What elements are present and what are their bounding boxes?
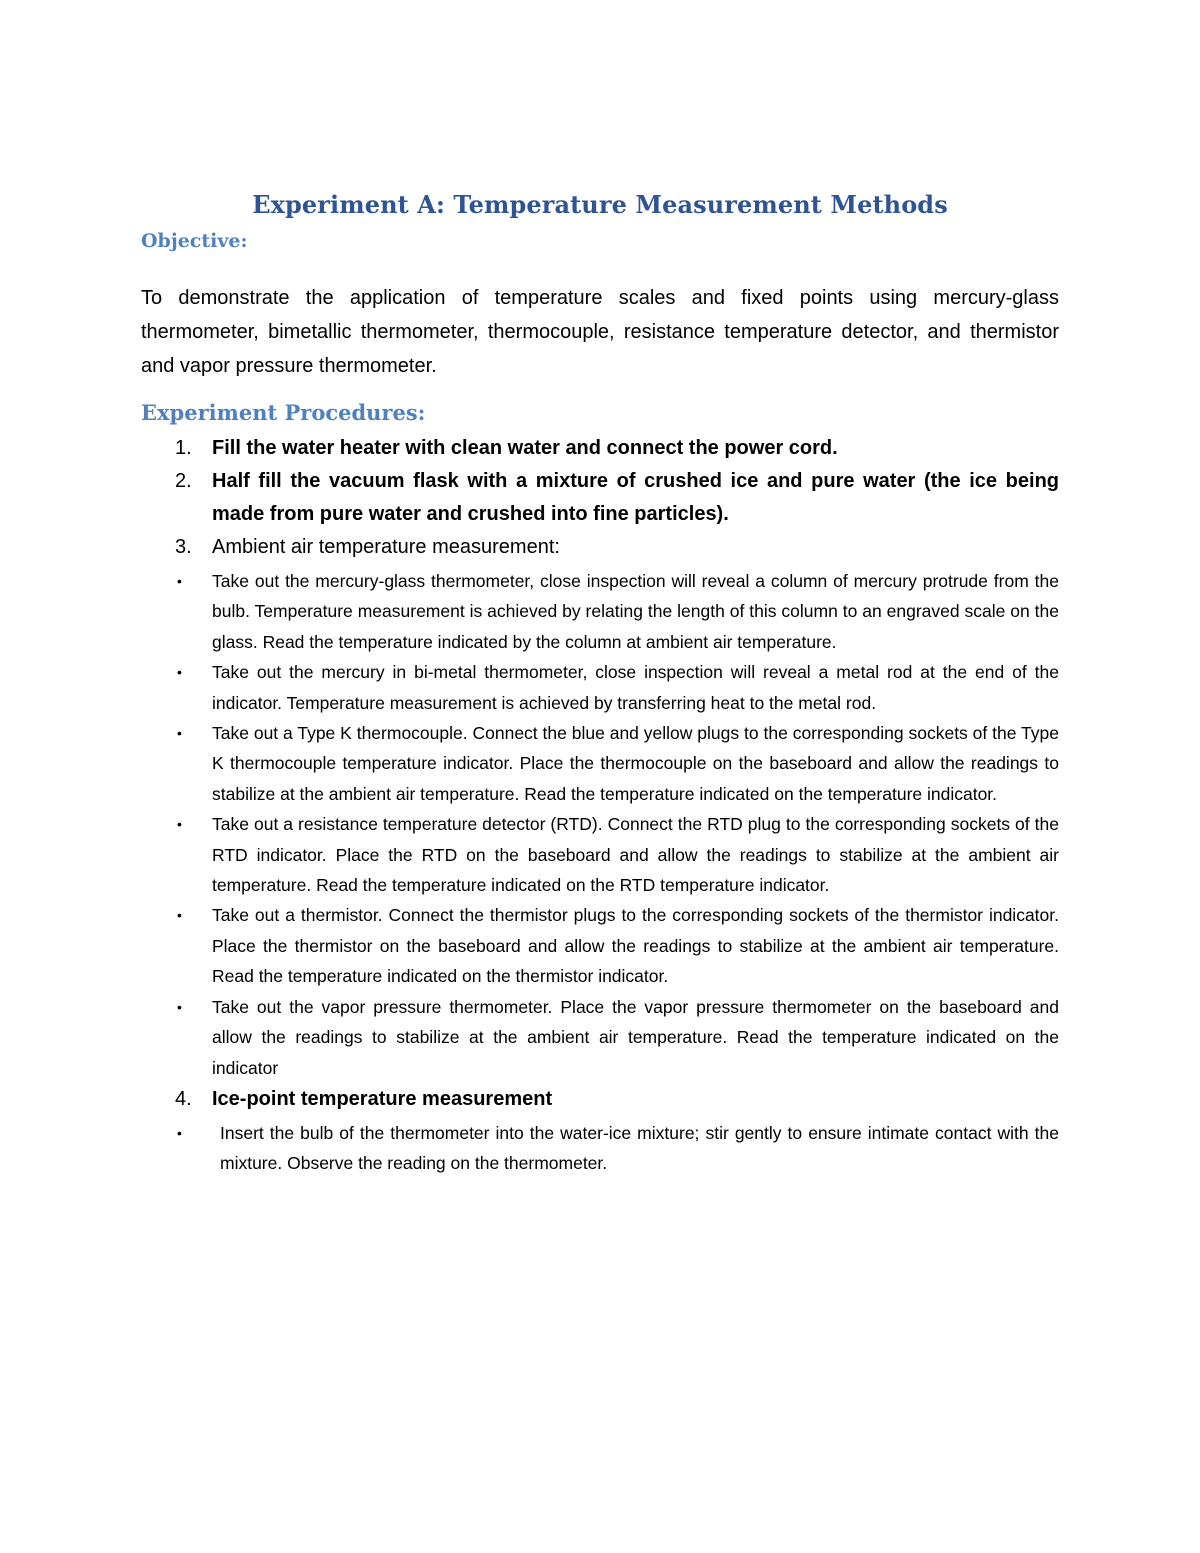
bullet-icon: • [177,1124,182,1141]
bullet-text: Take out the mercury-glass thermometer, close inspection will reveal a column of mercury protrude from the bulb. Temperature measurement is achieved by relating the length of this column to an engraved scale on the glass. Read the temperature indicated by the column at ambient air temperature. [212,571,1059,652]
step-text: Ice-point temperature measurement [212,1087,553,1110]
procedure-step [141,465,1059,531]
step-text: Half fill the vacuum flask with a mixture of crushed ice and pure water (the ice being made from pure water and crushed into fine particles). [212,470,1059,525]
objective-text: To demonstrate the application of temperature scales and fixed points using mercury-glass thermometer, bimetallic thermometer, thermocouple, resistance temperature detector, and thermistor and vapor pressure thermometer. [141,287,1059,377]
bullet-text: Insert the bulb of the thermometer into the water-ice mixture; stir gently to ensure intimate contact with the mixture. Observe the reading on the thermometer. [220,1122,1059,1174]
list-item [177,809,1059,900]
objective-heading: Objective: [141,230,248,252]
page-title: Experiment A: Temperature Measurement Methods [252,190,948,219]
bullet-icon: • [177,998,182,1015]
bullet-icon: • [177,725,182,742]
step-number: 4. [175,1087,192,1110]
bullet-text: Take out the mercury in bi-metal thermometer, close inspection will reveal a metal rod at the end of the indicator. Temperature measurement is achieved by transferring heat to the metal rod. [212,662,1059,713]
bullet-text: Take out a thermistor. Connect the thermistor plugs to the corresponding sockets of the thermistor indicator. Place the thermistor on the baseboard and allow the readings to stabilize at the ambient air temperature. Read the temperature indicated on the thermistor indicator. [212,905,1059,987]
bullet-text: Take out a Type K thermocouple. Connect the blue and yellow plugs to the corresponding sockets of the Type K thermocouple temperature indicator. Place the thermocouple on the baseboard and allow the readings to stabilize at the ambient air temperature. Read the temperature indicated on the temperature indicator. [212,723,1059,804]
bullet-icon: • [177,573,182,589]
step-number: 3. [175,536,192,558]
bullet-icon: • [177,907,182,924]
bullet-list [177,566,1059,1083]
procedure-list [141,432,1059,1179]
step-number: 1. [175,437,192,459]
bullet-icon: • [177,816,182,833]
list-item [177,900,1059,991]
procedure-step [141,432,1059,465]
list-item [177,566,1059,657]
list-item [177,992,1059,1083]
step-text: Ambient air temperature measurement: [212,536,560,558]
list-item [177,657,1059,718]
list-item [177,718,1059,809]
step-number: 2. [175,470,192,492]
procedure-step [141,531,1059,1083]
list-item [177,1118,1059,1179]
bullet-icon: • [177,664,182,681]
bullet-list [177,1118,1059,1179]
step-text: Fill the water heater with clean water and connect the power cord. [212,437,838,459]
bullet-text: Take out a resistance temperature detector (RTD). Connect the RTD plug to the corresponding sockets of the RTD indicator. Place the RTD on the baseboard and allow the readings to stabilize at the ambient air temperature. Read the temperature indicated on the RTD temperature indicator. [212,814,1059,896]
procedure-step [141,1083,1059,1179]
procedures-heading: Experiment Procedures: [141,400,426,425]
bullet-text: Take out the vapor pressure thermometer. Place the vapor pressure thermometer on the baseboard and allow the readings to stabilize at the ambient air temperature. Read the temperature indicated on the indicator [212,996,1059,1078]
